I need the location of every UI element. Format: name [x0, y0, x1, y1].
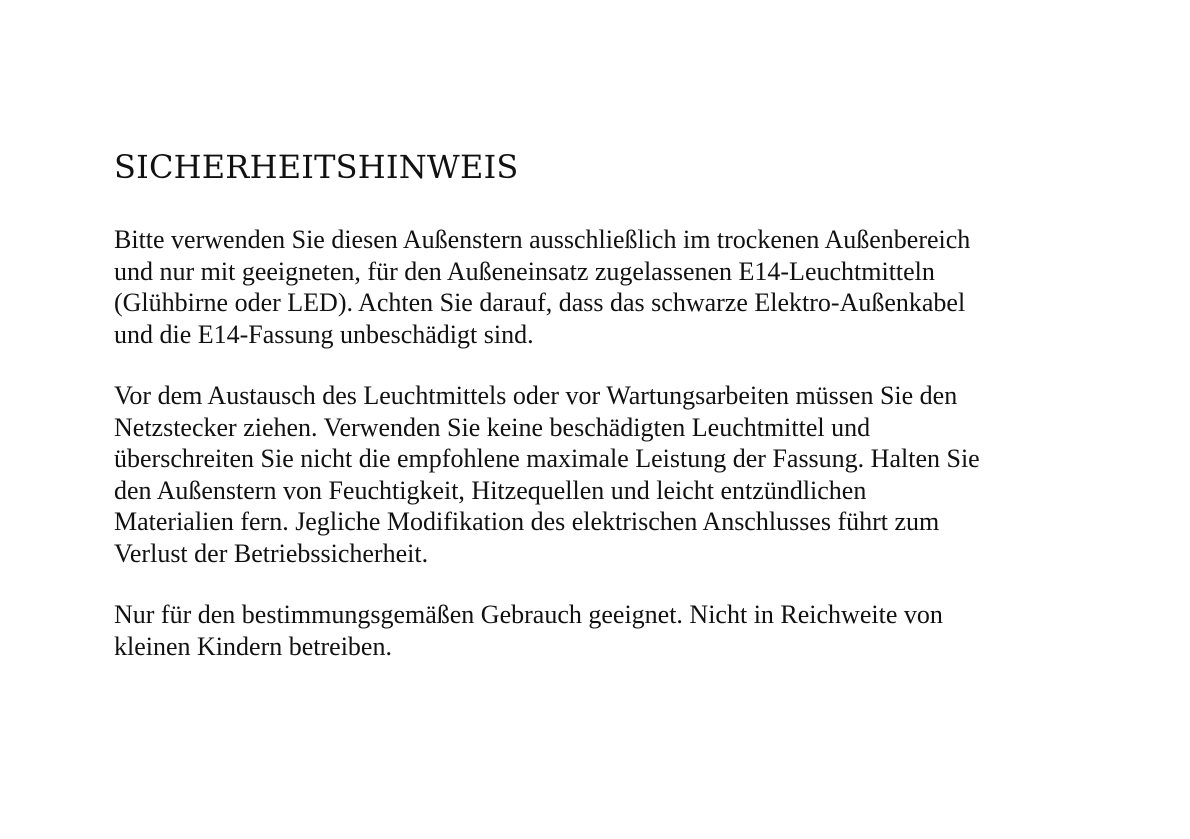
text-line: und die E14-Fassung unbeschädigt sind. — [114, 319, 534, 349]
safety-notice — [114, 143, 1074, 662]
text-line: den Außenstern von Feuchtigkeit, Hitzequellen und leicht entzündlichen — [114, 475, 867, 505]
text-line: Netzstecker ziehen. Verwenden Sie keine beschädigten Leuchtmittel und — [114, 412, 871, 442]
text-line: Verlust der Betriebssicherheit. — [114, 538, 429, 568]
page-title: SICHERHEITSHINWEIS — [114, 148, 519, 186]
paragraph-intended-use — [114, 599, 1074, 662]
text-line: Materialien fern. Jegliche Modifikation des elektrischen Anschlusses führt zum — [114, 507, 940, 536]
text-line: Bitte verwenden Sie diesen Außenstern ausschließlich im trockenen Außenbereich — [114, 225, 971, 254]
paragraph-maintenance — [114, 380, 1074, 569]
text-line: und nur mit geeigneten, für den Außeneinsatz zugelassenen E14-Leuchtmitteln — [114, 256, 935, 286]
paragraph-usage — [114, 224, 1074, 350]
text-line: kleinen Kindern betreiben. — [114, 631, 392, 661]
text-line: Nur für den bestimmungsgemäßen Gebrauch geeignet. Nicht in Reichweite von — [114, 600, 943, 629]
text-line: (Glühbirne oder LED). Achten Sie darauf, dass das schwarze Elektro-Außenkabel — [114, 288, 966, 317]
text-line: überschreiten Sie nicht die empfohlene maximale Leistung der Fassung. Halten Sie — [114, 444, 980, 473]
text-line: Vor dem Austausch des Leuchtmittels oder vor Wartungsarbeiten müssen Sie den — [114, 381, 958, 410]
